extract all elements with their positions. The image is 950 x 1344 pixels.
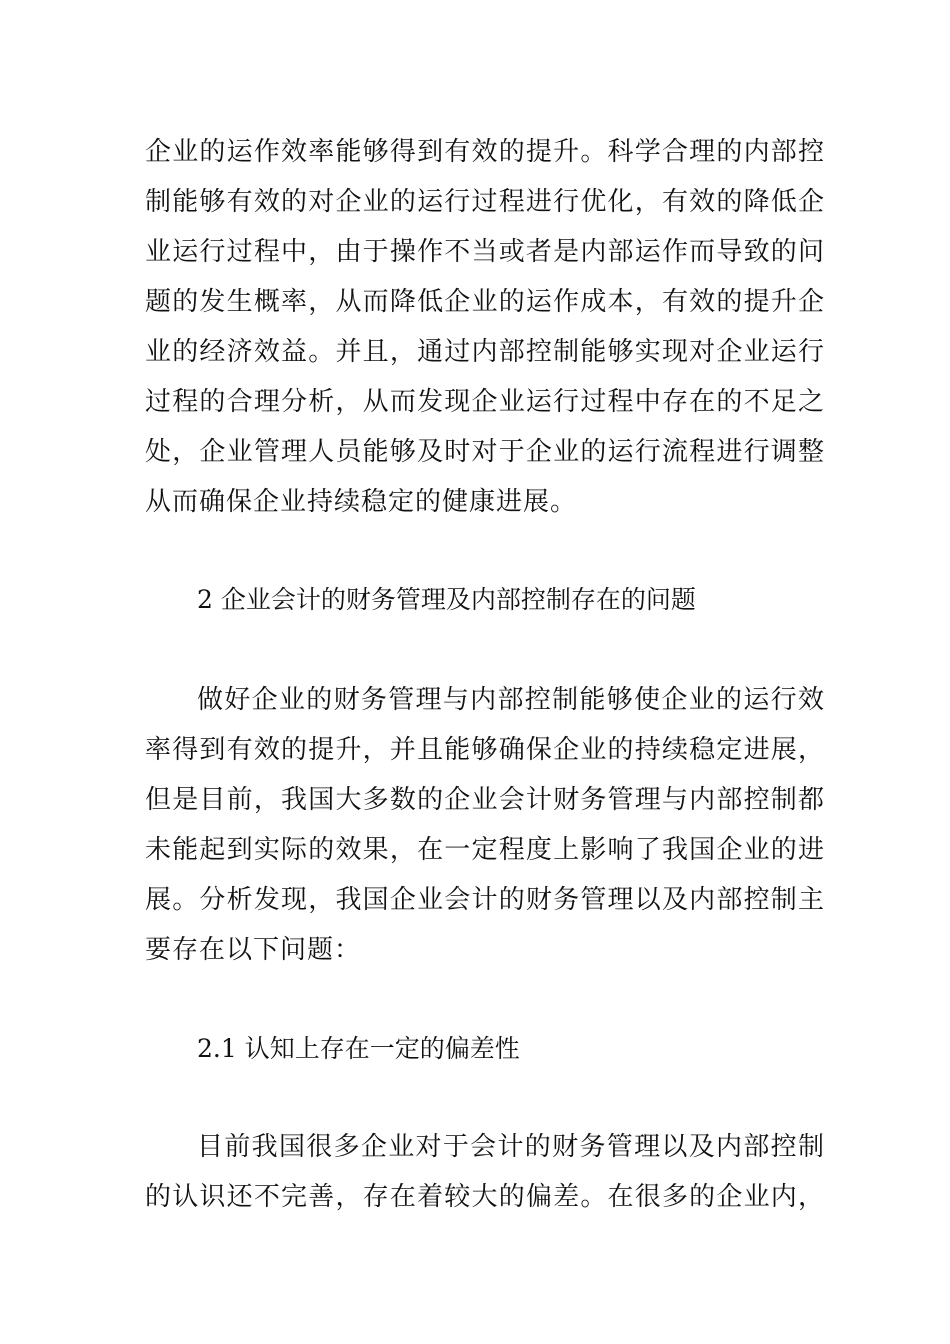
paragraph3-line-2: 的认识还不完善，存在着较大的偏差。在很多的企业内， xyxy=(145,1182,825,1212)
paragraph1-line-6: 过程的合理分析，从而发现企业运行过程中存在的不足之 xyxy=(145,387,825,417)
paragraph2-line-4: 未能起到实际的效果，在一定程度上影响了我国企业的进 xyxy=(145,835,825,865)
paragraph1-line-7: 处，企业管理人员能够及时对于企业的运行流程进行调整 xyxy=(145,437,825,467)
paragraph2-line-5: 展。分析发现，我国企业会计的财务管理以及内部控制主 xyxy=(145,885,825,915)
paragraph1-line-2: 制能够有效的对企业的运行过程进行优化，有效的降低企 xyxy=(145,187,825,217)
paragraph1-line-5: 业的经济效益。并且，通过内部控制能够实现对企业运行 xyxy=(145,337,825,367)
section-heading-2-1: 2.1 认知上存在一定的偏差性 xyxy=(197,1034,520,1063)
paragraph2-line-3: 但是目前，我国大多数的企业会计财务管理与内部控制都 xyxy=(145,785,825,815)
paragraph3-line-1: 目前我国很多企业对于会计的财务管理以及内部控制 xyxy=(197,1132,825,1162)
paragraph1-line-3: 业运行过程中，由于操作不当或者是内部运作而导致的问 xyxy=(145,237,825,267)
section-heading-2: 2 企业会计的财务管理及内部控制存在的问题 xyxy=(197,585,696,614)
paragraph2-line-2: 率得到有效的提升，并且能够确保企业的持续稳定进展， xyxy=(145,735,825,765)
paragraph2-line-1: 做好企业的财务管理与内部控制能够使企业的运行效 xyxy=(197,685,825,715)
paragraph1-line-1: 企业的运作效率能够得到有效的提升。科学合理的内部控 xyxy=(145,137,825,167)
paragraph2-line-6: 要存在以下问题： xyxy=(145,935,362,965)
paragraph1-line-4: 题的发生概率，从而降低企业的运作成本，有效的提升企 xyxy=(145,287,825,317)
paragraph1-line-8: 从而确保企业持续稳定的健康进展。 xyxy=(145,487,578,517)
